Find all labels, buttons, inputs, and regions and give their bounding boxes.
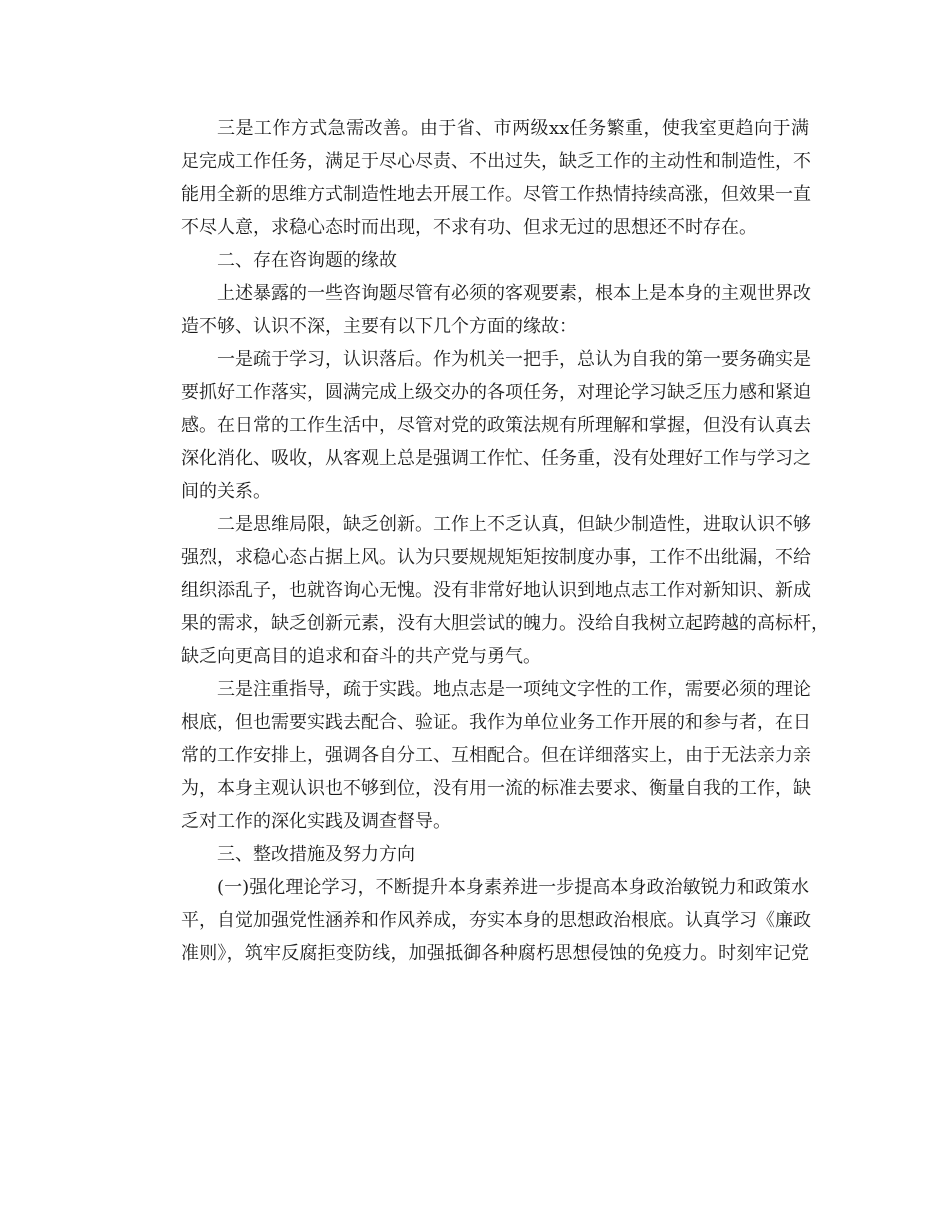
section-heading-rectification [145,838,809,871]
text-line: 二是思维局限，缺乏创新。工作上不乏认真，但缺少制造性，进取认识不够 [217,514,811,535]
text-line: 强烈，求稳心态占据上风。认为只要规规矩矩按制度办事，工作不出纰漏，不给 [181,547,811,568]
document-page [145,112,829,970]
text-line: 平，自觉加强党性涵养和作风养成，夯实本身的思想政治根底。认真学习《廉政 [181,910,811,931]
paragraph-measure-1 [145,871,809,970]
heading-text: 二、存在咨询题的缘故 [217,250,397,271]
text-line: 能用全新的思维方式制造性地去开展工作。尽管工作热情持续高涨，但效果一直 [181,184,811,205]
text-line: 三是工作方式急需改善。由于省、市两级xx任务繁重，使我室更趋向于满 [217,118,809,139]
text-line: 深化消化、吸收，从客观上总是强调工作忙、任务重，没有处理好工作与学习之 [181,448,811,469]
text-line: 不尽人意，求稳心态时而出现，不求有功、但求无过的思想还不时存在。 [181,217,757,238]
heading-text: 三、整改措施及努力方向 [217,844,415,865]
text-line: 缺乏向更高目的追求和奋斗的共产党与勇气。 [181,646,541,667]
paragraph-cause-thinking [145,508,829,673]
text-line: 为，本身主观认识也不够到位，没有用一流的标准去要求、衡量自我的工作，缺 [181,778,811,799]
paragraph-cause-learning [145,343,809,508]
text-line: 准则》，筑牢反腐拒变防线，加强抵御各种腐朽思想侵蚀的免疫力。时刻牢记党 [181,943,809,964]
text-line: 要抓好工作落实，圆满完成上级交办的各项任务，对理论学习缺乏压力感和紧迫 [181,382,811,403]
section-heading-causes [145,244,809,277]
text-line: 乏对工作的深化实践及调查督导。 [181,811,451,832]
text-line: 常的工作安排上，强调各自分工、互相配合。但在详细落实上，由于无法亲力亲 [181,745,811,766]
paragraph-work-method [145,112,809,244]
paragraph-cause-practice [145,673,809,838]
text-line: 根底，但也需要实践去配合、验证。我作为单位业务工作开展的和参与者，在日 [181,712,811,733]
text-line: 果的需求，缺乏创新元素，没有大胆尝试的魄力。没给自我树立起跨越的高标杆， [181,613,829,634]
text-line: 一是疏于学习，认识落后。作为机关一把手，总认为自我的第一要务确实是 [217,349,811,370]
text-line: 上述暴露的一些咨询题尽管有必须的客观要素，根本上是本身的主观世界改 [217,283,811,304]
text-line: 间的关系。 [181,481,271,502]
text-line: 三是注重指导，疏于实践。地点志是一项纯文字性的工作，需要必须的理论 [217,679,811,700]
text-line: 足完成工作任务，满足于尽心尽责、不出过失，缺乏工作的主动性和制造性，不 [181,151,811,172]
text-line: 感。在日常的工作生活中，尽管对党的政策法规有所理解和掌握，但没有认真去 [181,415,811,436]
text-line: 造不够、认识不深，主要有以下几个方面的缘故： [181,316,577,337]
text-line: (一)强化理论学习，不断提升本身素养进一步提高本身政治敏锐力和政策水 [217,877,809,898]
paragraph-causes-intro [145,277,809,343]
text-line: 组织添乱子，也就咨询心无愧。没有非常好地认识到地点志工作对新知识、新成 [181,580,811,601]
